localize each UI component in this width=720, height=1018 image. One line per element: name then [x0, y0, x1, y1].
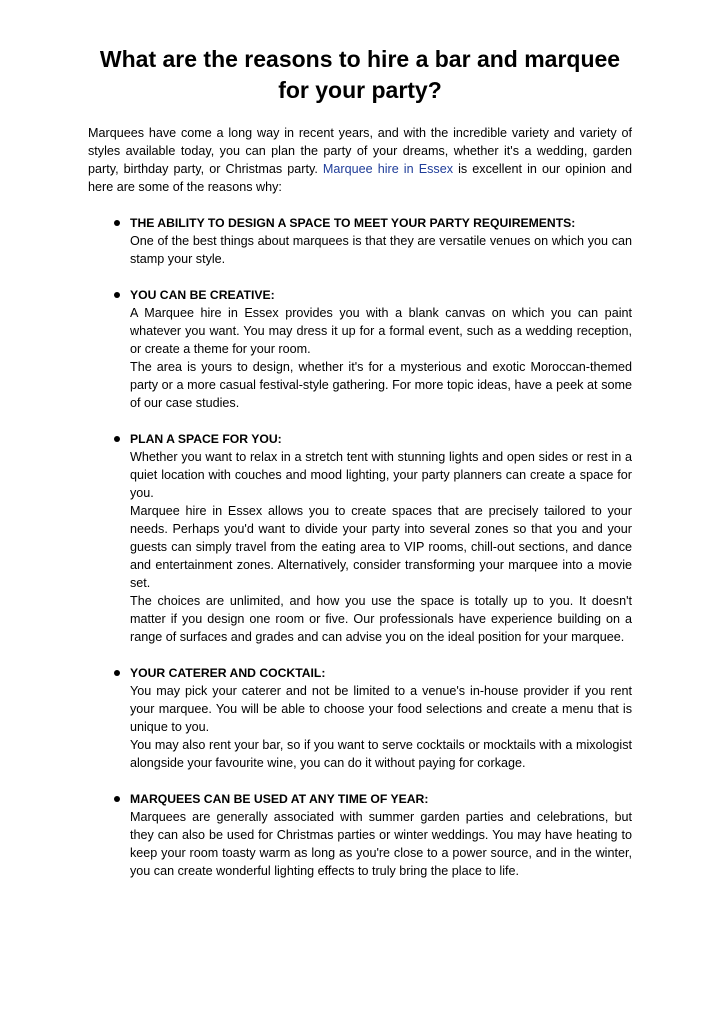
document-title: What are the reasons to hire a bar and marquee for your party? [99, 46, 621, 103]
point-title: YOUR CATERER AND COCKTAIL: [130, 666, 326, 680]
marquee-hire-link[interactable]: Marquee hire in Essex [322, 162, 453, 176]
bullet-icon [114, 292, 120, 298]
point-title: THE ABILITY TO DESIGN A SPACE TO MEET YOUR PARTY REQUIREMENTS: [130, 216, 576, 230]
point-paragraph: You may pick your caterer and not be limited to a venue's in-house provider if you rent your marquee. You will be able to choose your food selections and create a menu that is unique to you. [130, 684, 632, 734]
point-paragraph: One of the best things about marquees is that they are versatile venues on which you can stamp your style. [130, 234, 632, 266]
reasons-list [88, 214, 632, 880]
point-title: YOU CAN BE CREATIVE: [130, 288, 275, 302]
point-paragraph: A Marquee hire in Essex provides you with a blank canvas on which you can paint whatever you want. You may dress it up for a formal event, such as a wedding reception, or create a theme for your room. [130, 306, 632, 356]
bullet-icon [114, 670, 120, 676]
point-paragraph: Marquees are generally associated with summer garden parties and celebrations, but they can also be used for Christmas parties or winter weddings. You may have heating to keep your room toasty warm as long as you're close to a power source, and in the winter, you can create wonderful lighting effects to truly bring the place to life. [130, 810, 632, 878]
point-title: PLAN A SPACE FOR YOU: [130, 432, 282, 446]
list-item [88, 286, 632, 412]
intro-text-start: Marquees have come a long way in recent years, and with the incredible variety and variety of styles available today, you can plan the party of your dreams, whether it's a wedding, garden party, birthday party, or Christmas party. [88, 126, 632, 176]
point-paragraph: You may also rent your bar, so if you want to serve cocktails or mocktails with a mixologist alongside your favourite wine, you can do it without paying for corkage. [130, 738, 632, 770]
list-item [88, 664, 632, 772]
point-paragraph: The choices are unlimited, and how you use the space is totally up to you. It doesn't matter if you design one room or five. Our professionals have experience building on a range of surfaces and grades and can advise you on the ideal position for your marquee. [130, 594, 632, 644]
list-item [88, 430, 632, 646]
bullet-icon [114, 796, 120, 802]
list-item [88, 790, 632, 880]
bullet-icon [114, 436, 120, 442]
point-paragraph: The area is yours to design, whether it's for a mysterious and exotic Moroccan-themed party or a more casual festival-style gathering. For more topic ideas, have a peek at some of our case studies. [130, 360, 632, 410]
point-paragraph: Marquee hire in Essex allows you to create spaces that are precisely tailored to your needs. Perhaps you'd want to divide your party into several zones so that you and your guests can simply travel from the eating area to VIP rooms, chill-out sections, and dance and entertainment zones. Alternatively, consider transforming your marquee into a movie set. [130, 504, 632, 590]
intro-text-end: is excellent in our opinion and here are some of the reasons why: [88, 162, 632, 194]
list-item [88, 214, 632, 268]
point-title: MARQUEES CAN BE USED AT ANY TIME OF YEAR: [130, 792, 429, 806]
intro-paragraph [88, 124, 632, 196]
point-paragraph: Whether you want to relax in a stretch tent with stunning lights and open sides or rest in a quiet location with couches and mood lighting, your party planners can create a space for you. [130, 450, 632, 500]
bullet-icon [114, 220, 120, 226]
